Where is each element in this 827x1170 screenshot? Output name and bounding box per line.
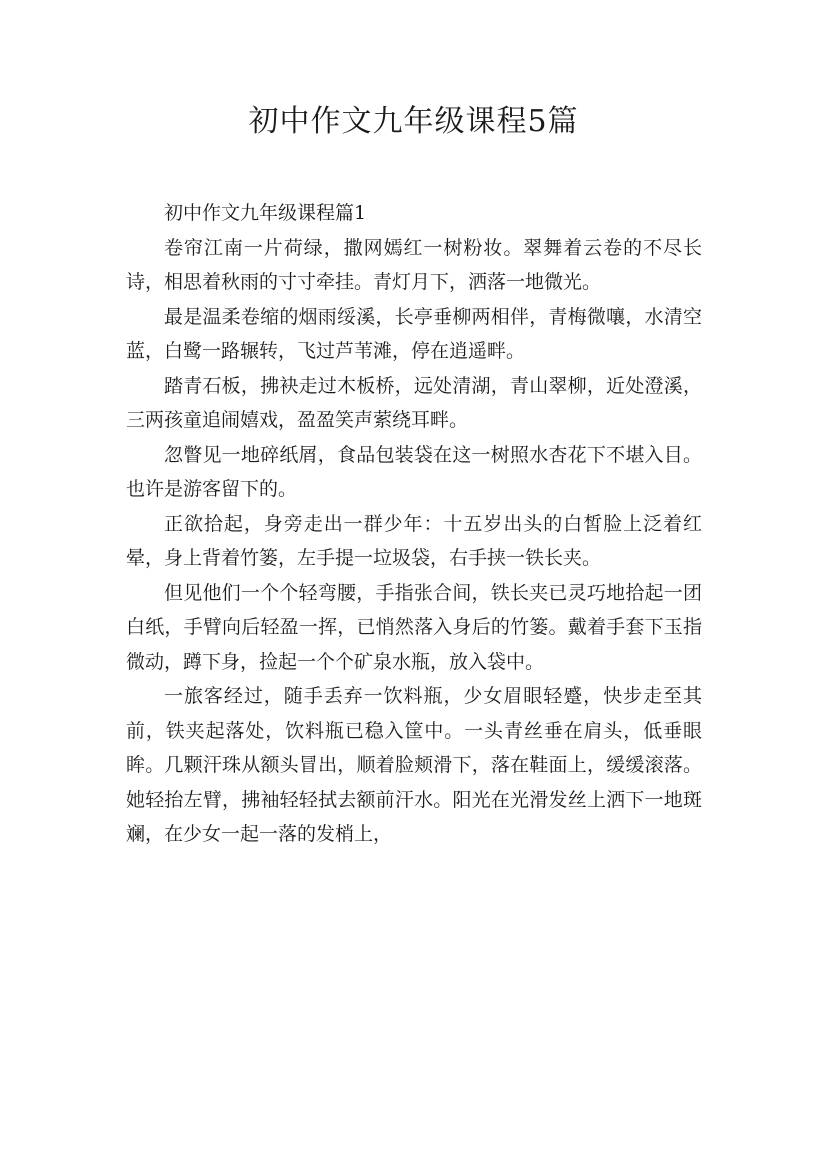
paragraph: 一旅客经过，随手丢弃一饮料瓶，少女眉眼轻蹙，快步走至其前，铁夹起落处，饮料瓶已稳入筐中。一头青丝垂在肩头，低垂眼眸。几颗汗珠从额头冒出，顺着脸颊滑下，落在鞋面上，缓缓滚落。她轻抬左臂，拂袖轻轻拭去额前汗水。阳光在光滑发丝上洒下一地斑斓，在少女一起一落的发梢上， <box>126 685 702 845</box>
document-body <box>126 196 702 852</box>
paragraph: 踏青石板，拂袂走过木板桥，远处清湖，青山翠柳，近处澄溪，三两孩童追闹嬉戏，盈盈笑声萦绕耳畔。 <box>126 374 702 431</box>
paragraph: 忽瞥见一地碎纸屑，食品包装袋在这一树照水杏花下不堪入目。也许是游客留下的。 <box>126 443 702 500</box>
section-heading: 初中作文九年级课程篇1 <box>164 202 367 224</box>
document-title: 初中作文九年级课程5篇 <box>248 104 579 139</box>
paragraph: 卷帘江南一片荷绿，撒网嫣红一树粉妆。翠舞着云卷的不尽长诗，相思着秋雨的寸寸牵挂。青灯月下，洒落一地微光。 <box>126 236 702 293</box>
paragraph: 但见他们一个个轻弯腰，手指张合间，铁长夹已灵巧地拾起一团白纸，手臂向后轻盈一挥，已悄然落入身后的竹篓。戴着手套下玉指微动，蹲下身，捡起一个个矿泉水瓶，放入袋中。 <box>126 581 702 673</box>
paragraph: 正欲拾起，身旁走出一群少年：十五岁出头的白皙脸上泛着红晕，身上背着竹篓，左手提一垃圾袋，右手挟一铁长夹。 <box>126 512 702 569</box>
paragraph: 最是温柔卷缩的烟雨绥溪，长亭垂柳两相伴，青梅微嚷，水清空蓝，白鹭一路辗转，飞过芦苇滩，停在逍遥畔。 <box>126 305 702 362</box>
